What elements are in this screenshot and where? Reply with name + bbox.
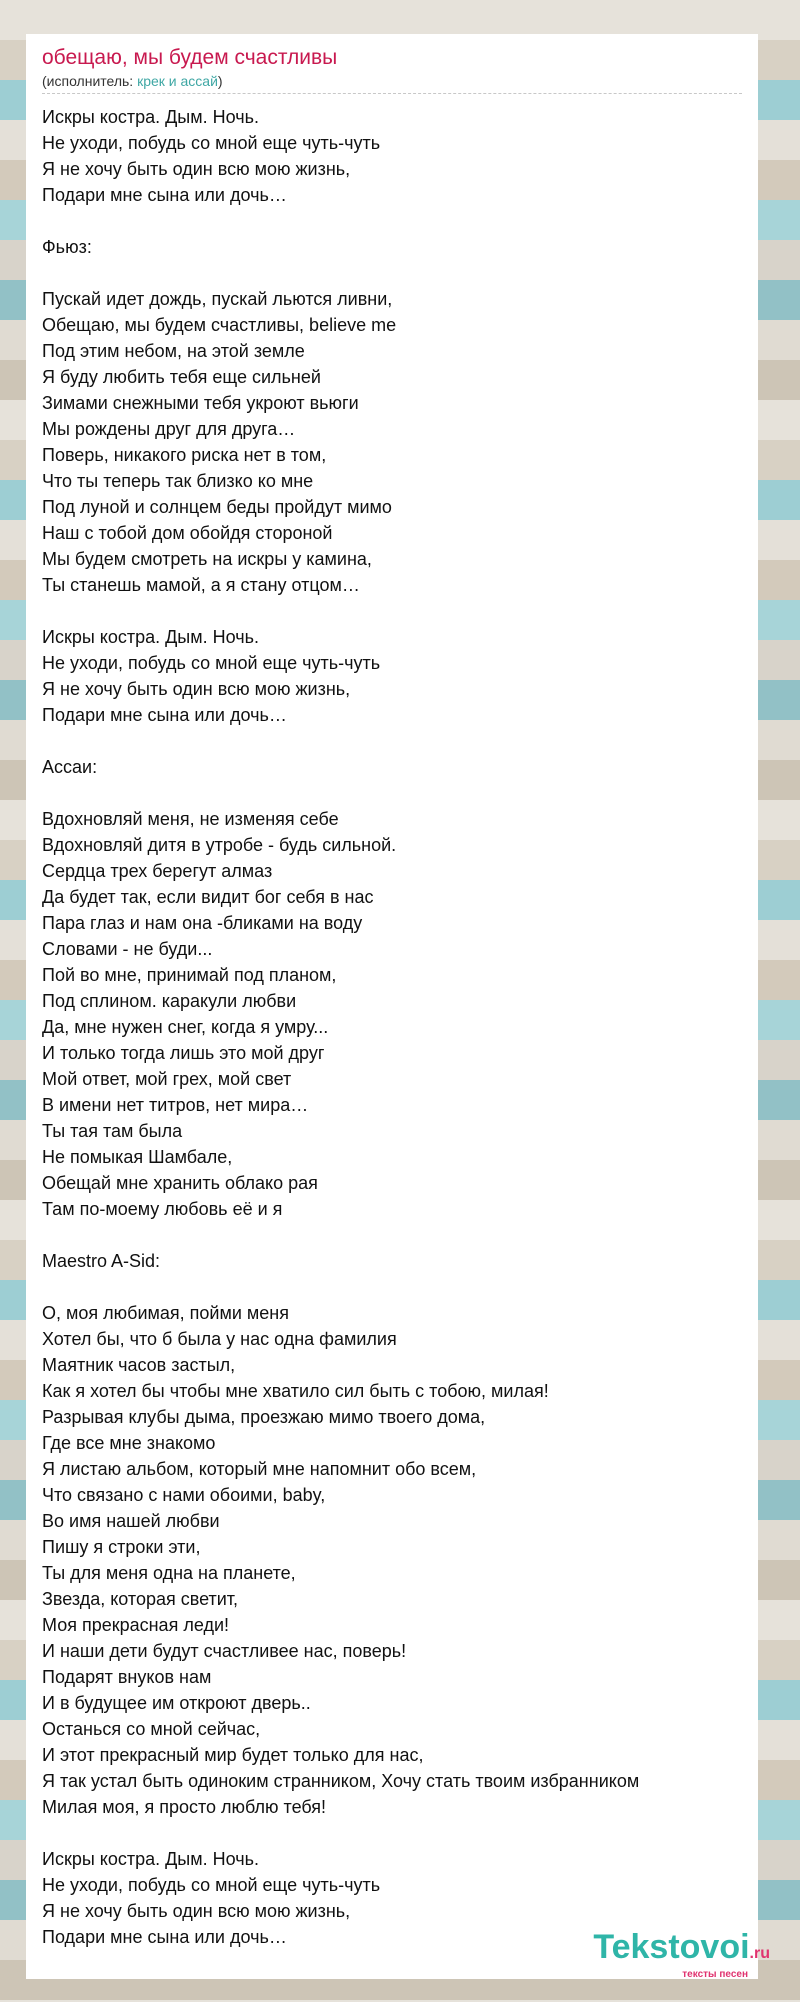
lyrics-line: Мы рождены друг для друга…: [42, 419, 296, 439]
lyrics-line: Искры костра. Дым. Ночь.: [42, 107, 259, 127]
lyrics-body: [42, 104, 742, 1950]
lyrics-line: Искры костра. Дым. Ночь.: [42, 1849, 259, 1869]
lyrics-line: Не уходи, побудь со мной еще чуть-чуть: [42, 653, 381, 673]
lyrics-blank-line: [42, 260, 742, 286]
lyrics-line: Вдохновляй дитя в утробе - будь сильной.: [42, 835, 397, 855]
lyrics-line: Мой ответ, мой грех, мой свет: [42, 1069, 292, 1089]
lyrics-line: И только тогда лишь это мой друг: [42, 1043, 325, 1063]
lyrics-line: Ты станешь мамой, а я стану отцом…: [42, 575, 360, 595]
lyrics-line: О, моя любимая, пойми меня: [42, 1303, 289, 1323]
lyrics-line: Маятник часов застыл,: [42, 1355, 236, 1375]
lyrics-line: Мы будем смотреть на искры у камина,: [42, 549, 372, 569]
artist-link[interactable]: крек и ассай: [137, 73, 218, 89]
lyrics-line: Останься со мной сейчас,: [42, 1719, 261, 1739]
lyrics-line: Подари мне сына или дочь…: [42, 1927, 287, 1947]
lyrics-line: Ассаи:: [42, 757, 98, 777]
lyrics-line: Зимами снежными тебя укроют вьюги: [42, 393, 359, 413]
lyrics-line: Пускай идет дождь, пускай льются ливни,: [42, 289, 393, 309]
lyrics-line: Пой во мне, принимай под планом,: [42, 965, 337, 985]
lyrics-line: Я не хочу быть один всю мою жизнь,: [42, 679, 351, 699]
lyrics-line: Поверь, никакого риска нет в том,: [42, 445, 327, 465]
lyrics-line: Не уходи, побудь со мной еще чуть-чуть: [42, 1875, 381, 1895]
lyrics-line: Хотел бы, что б была у нас одна фамилия: [42, 1329, 397, 1349]
lyrics-line: Не помыкая Шамбале,: [42, 1147, 233, 1167]
lyrics-line: Где все мне знакомо: [42, 1433, 216, 1453]
lyrics-line: Там по-моему любовь её и я: [42, 1199, 283, 1219]
logo-name: Tekstovoi: [593, 1928, 750, 1966]
lyrics-blank-line: [42, 1274, 742, 1300]
lyrics-line: Моя прекрасная леди!: [42, 1615, 229, 1635]
lyrics-line: Да, мне нужен снег, когда я умру...: [42, 1017, 329, 1037]
lyrics-line: Да будет так, если видит бог себя в нас: [42, 887, 374, 907]
lyrics-line: Я листаю альбом, который мне напомнит обо всем,: [42, 1459, 477, 1479]
lyrics-line: Пара глаз и нам она -бликами на воду: [42, 913, 363, 933]
lyrics-line: Звезда, которая светит,: [42, 1589, 239, 1609]
lyrics-blank-line: [42, 208, 742, 234]
lyrics-line: Maestro A-Sid:: [42, 1251, 161, 1271]
lyrics-line: Обещай мне хранить облако рая: [42, 1173, 318, 1193]
logo-tagline: тексты песен: [682, 1969, 748, 1980]
lyrics-line: Я буду любить тебя еще сильней: [42, 367, 321, 387]
song-title: обещаю, мы будем счастливы: [42, 46, 338, 69]
lyrics-line: Подарят внуков нам: [42, 1667, 212, 1687]
lyrics-line: Наш с тобой дом обойдя стороной: [42, 523, 333, 543]
lyrics-line: Вдохновляй меня, не изменяя себе: [42, 809, 339, 829]
lyrics-line: Что связано с нами обоими, baby,: [42, 1485, 326, 1505]
lyrics-line: Не уходи, побудь со мной еще чуть-чуть: [42, 133, 381, 153]
artist-line: [42, 72, 742, 94]
lyrics-line: И наши дети будут счастливее нас, поверь!: [42, 1641, 407, 1661]
lyrics-line: Словами - не буди...: [42, 939, 213, 959]
lyrics-line: Пишу я строки эти,: [42, 1537, 201, 1557]
lyrics-line: Что ты теперь так близко ко мне: [42, 471, 314, 491]
lyrics-line: Я не хочу быть один всю мою жизнь,: [42, 159, 351, 179]
lyrics-line: Милая моя, я просто люблю тебя!: [42, 1797, 327, 1817]
lyrics-blank-line: [42, 728, 742, 754]
lyrics-line: Под этим небом, на этой земле: [42, 341, 305, 361]
lyrics-line: Подари мне сына или дочь…: [42, 705, 287, 725]
lyrics-line: Разрывая клубы дыма, проезжаю мимо твоего дома,: [42, 1407, 486, 1427]
lyrics-line: Подари мне сына или дочь…: [42, 185, 287, 205]
lyrics-line: Под сплином. каракули любви: [42, 991, 297, 1011]
lyrics-card: [26, 34, 758, 1979]
lyrics-line: Обещаю, мы будем счастливы, believe me: [42, 315, 397, 335]
lyrics-line: Фьюз:: [42, 237, 92, 257]
lyrics-line: Сердца трех берегут алмаз: [42, 861, 273, 881]
lyrics-blank-line: [42, 1820, 742, 1846]
lyrics-blank-line: [42, 598, 742, 624]
lyrics-line: Искры костра. Дым. Ночь.: [42, 627, 259, 647]
artist-suffix: ): [217, 73, 223, 89]
artist-prefix: (исполнитель:: [42, 73, 138, 89]
lyrics-line: Ты для меня одна на планете,: [42, 1563, 296, 1583]
lyrics-line: Под луной и солнцем беды пройдут мимо: [42, 497, 392, 517]
lyrics-line: И этот прекрасный мир будет только для нас,: [42, 1745, 424, 1765]
lyrics-line: И в будущее им откроют дверь..: [42, 1693, 311, 1713]
lyrics-blank-line: [42, 780, 742, 806]
lyrics-line: Во имя нашей любви: [42, 1511, 220, 1531]
lyrics-line: Я не хочу быть один всю мою жизнь,: [42, 1901, 351, 1921]
lyrics-line: Ты тая там была: [42, 1121, 183, 1141]
logo-tld: .ru: [749, 1945, 770, 1962]
logo-wordmark: [593, 1930, 770, 1971]
lyrics-line: Я так устал быть одиноким странником, Хочу стать твоим избранником: [42, 1771, 640, 1791]
lyrics-line: Как я хотел бы чтобы мне хватило сил быть с тобою, милая!: [42, 1381, 549, 1401]
site-logo[interactable]: [593, 1930, 770, 1980]
lyrics-blank-line: [42, 1222, 742, 1248]
lyrics-line: В имени нет титров, нет мира…: [42, 1095, 309, 1115]
